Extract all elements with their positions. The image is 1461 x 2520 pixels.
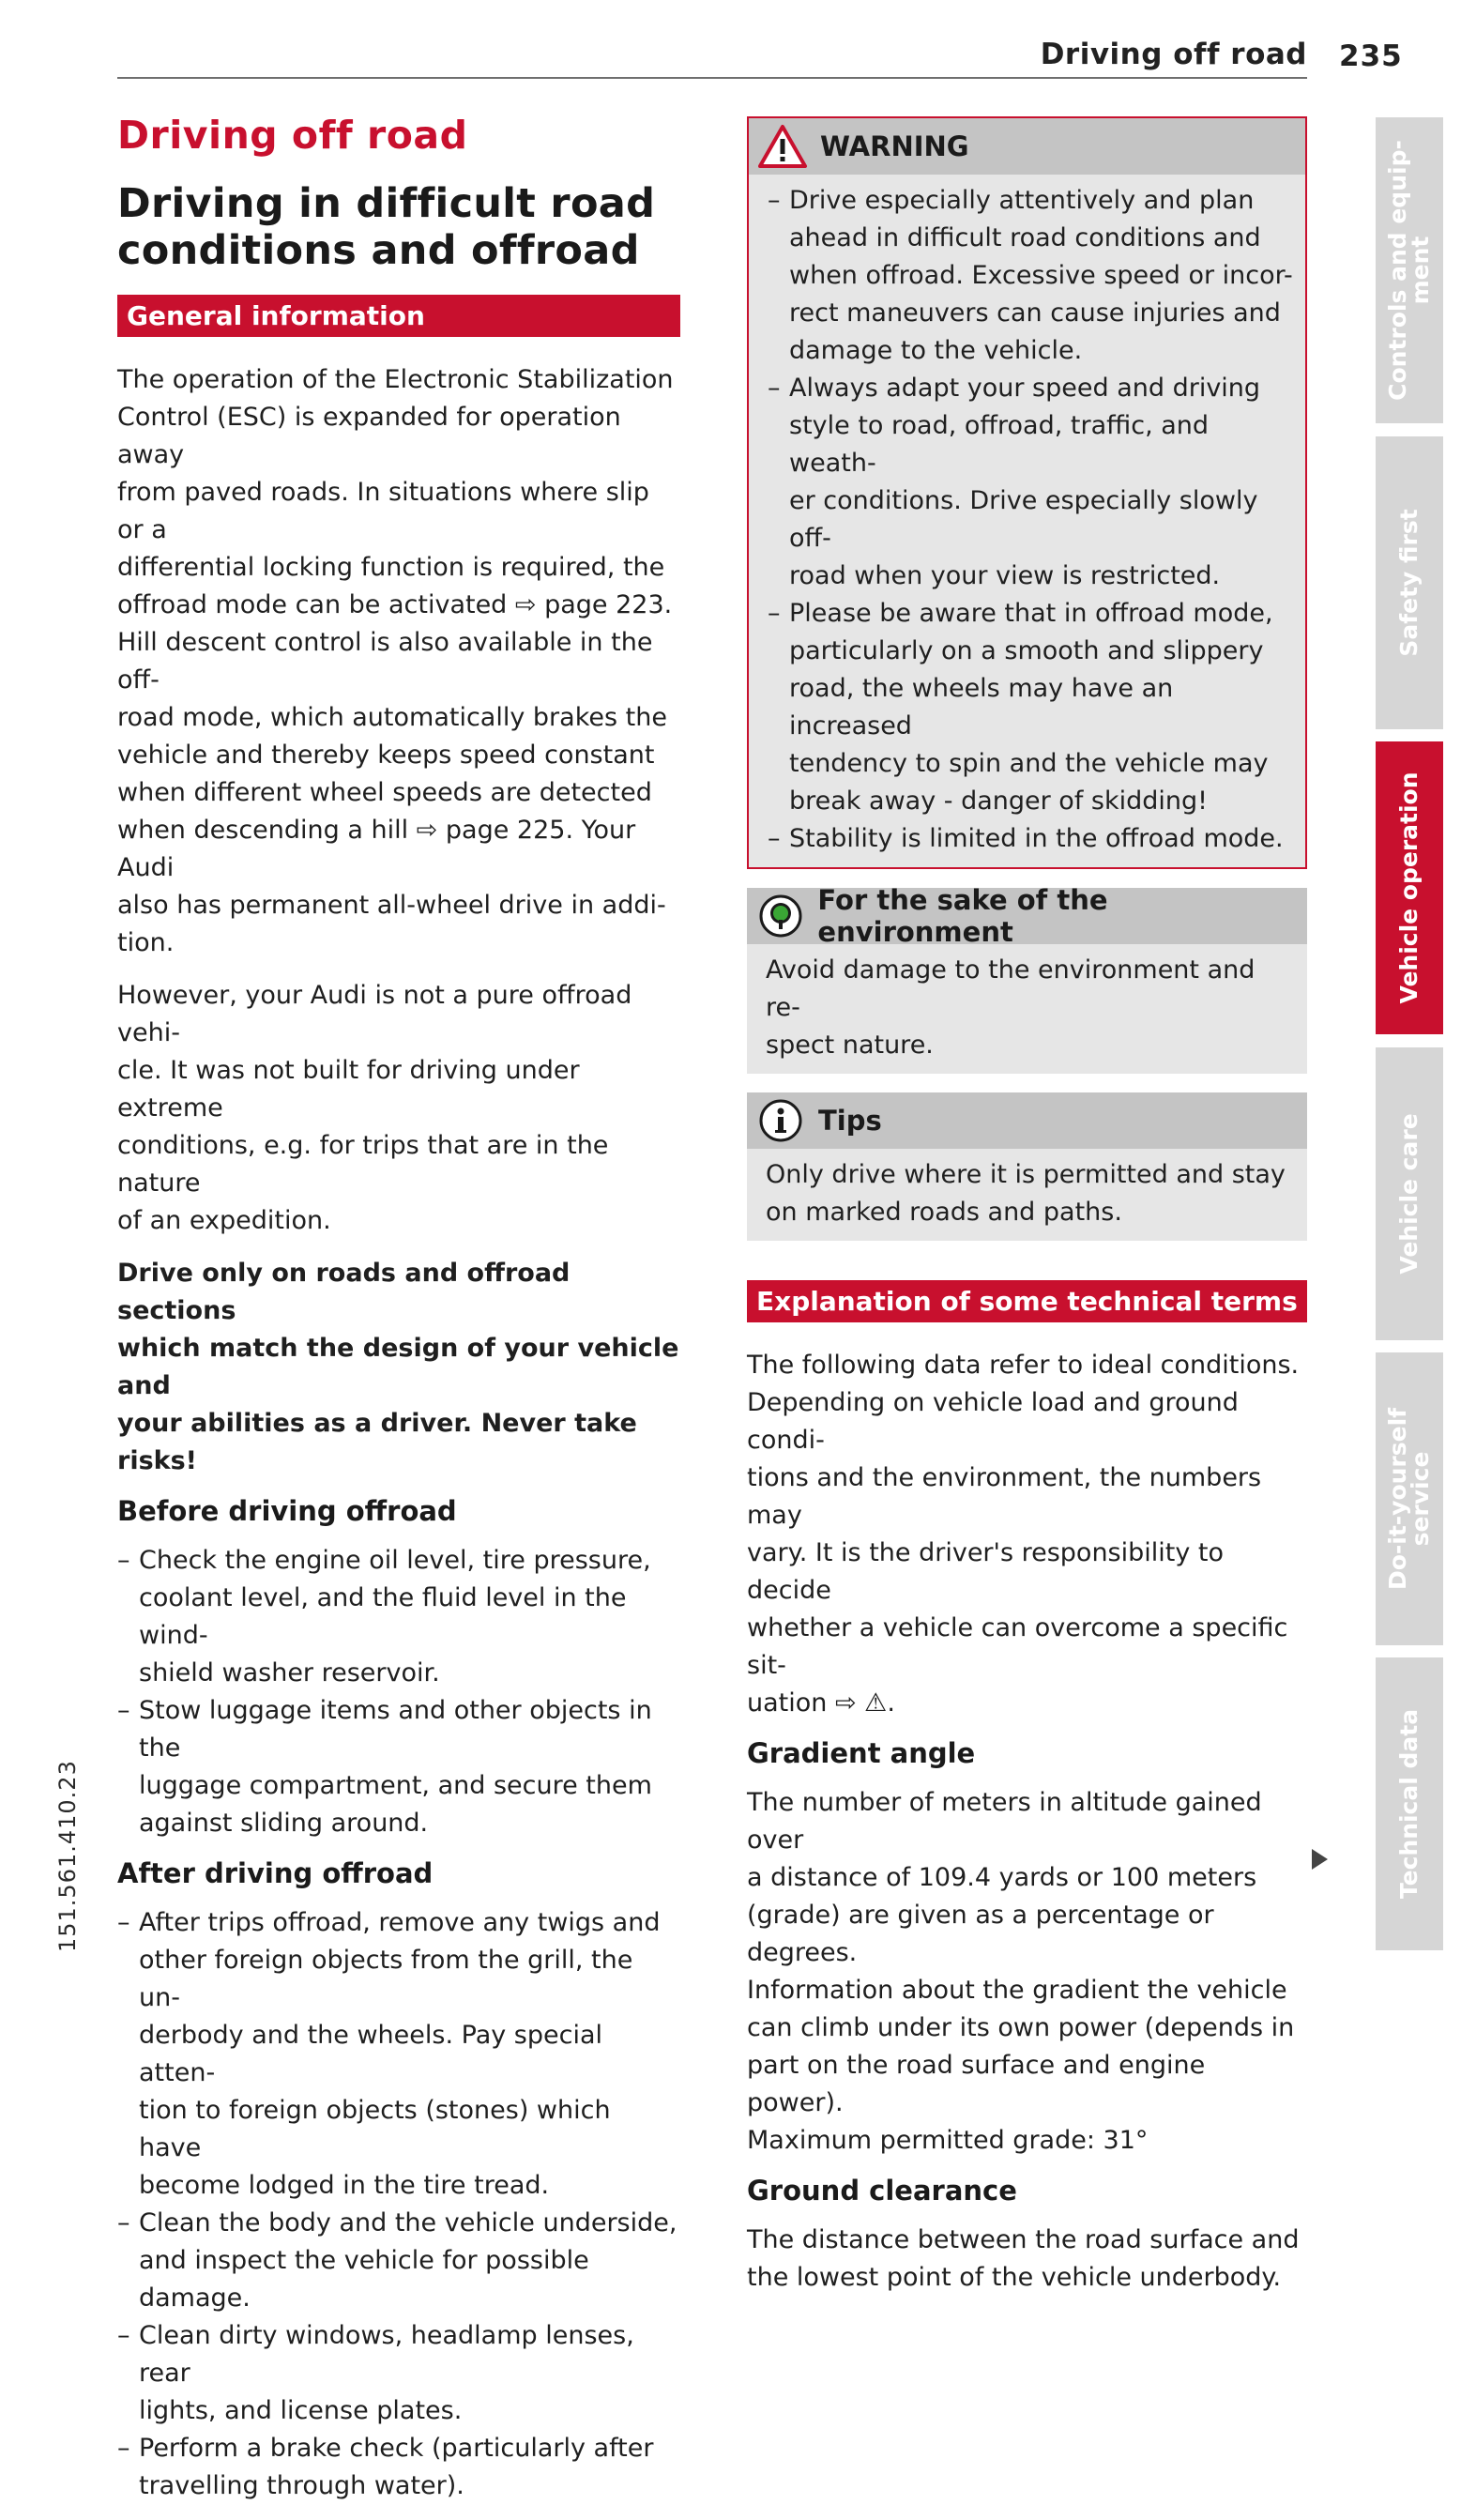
text-line: Information about the gradient the vehicle xyxy=(747,1976,1287,2005)
page-number: 235 xyxy=(1339,39,1403,73)
tab-label: Technical data xyxy=(1395,1708,1423,1900)
text-line: vehicle and thereby keeps speed constant xyxy=(117,741,655,770)
offroad-limit-paragraph xyxy=(117,977,680,1240)
intro-paragraph xyxy=(117,361,680,962)
text-line: – Drive especially attentively and plan xyxy=(789,186,1255,215)
list-item xyxy=(117,1542,680,1692)
text-line: part on the road surface and engine power). xyxy=(747,2051,1206,2117)
text-line: vary. It is the driver's responsibility to decide xyxy=(747,1538,1225,1605)
list-item xyxy=(768,182,1294,370)
clearance-paragraph xyxy=(747,2222,1307,2297)
tab-label: Vehicle operation xyxy=(1395,771,1423,1004)
text-line: tions and the environment, the numbers may xyxy=(747,1463,1262,1530)
gradient-angle-heading: Gradient angle xyxy=(747,1737,976,1769)
text-line: er conditions. Drive especially slowly off- xyxy=(789,486,1258,553)
text-line: differential locking function is required, the xyxy=(117,553,665,582)
info-icon xyxy=(756,1096,805,1145)
tab-label: Vehicle care xyxy=(1395,1113,1423,1275)
text-line: – Perform a brake check (particularly after xyxy=(139,2434,654,2463)
text-line: Depending on vehicle load and ground condi- xyxy=(747,1388,1239,1455)
text-line: can climb under its own power (depends in xyxy=(747,2013,1295,2042)
tips-body xyxy=(747,1149,1307,1241)
text-line: road when your view is restricted. xyxy=(789,561,1221,590)
tree-icon xyxy=(756,892,804,940)
text-line: when different wheel speeds are detected xyxy=(117,778,652,807)
text-line: derbody and the wheels. Pay special atten- xyxy=(139,2021,603,2087)
text-line: The operation of the Electronic Stabilization xyxy=(117,365,674,394)
text-line: from paved roads. In situations where slip or a xyxy=(117,478,649,544)
running-header xyxy=(117,36,1307,79)
warning-title: WARNING xyxy=(820,130,969,162)
text-line: Avoid damage to the environment and re- xyxy=(766,955,1256,1022)
text-line: Hill descent control is also available in the off- xyxy=(117,628,653,695)
warning-triangle-icon xyxy=(758,122,807,171)
text-line: on marked roads and paths. xyxy=(766,1198,1122,1227)
text-line: style to road, offroad, traffic, and weath- xyxy=(789,411,1210,478)
technical-terms-bar: Explanation of some technical terms xyxy=(747,1280,1307,1322)
text-line: break away - danger of skidding! xyxy=(789,787,1208,816)
text-line: spect nature. xyxy=(766,1031,934,1060)
after-driving-list xyxy=(117,1904,680,2505)
gradient-paragraph xyxy=(747,1784,1307,2160)
text-line: – Always adapt your speed and driving xyxy=(789,374,1261,403)
text-line: your abilities as a driver. Never take risks! xyxy=(117,1409,637,1475)
before-driving-list xyxy=(117,1542,680,1842)
before-driving-heading: Before driving offroad xyxy=(117,1495,457,1527)
main-heading-line-2: conditions and offroad xyxy=(117,227,640,274)
text-line: tion. xyxy=(117,928,175,957)
ground-clearance-heading: Ground clearance xyxy=(747,2175,1017,2207)
text-line: against sliding around. xyxy=(139,1809,429,1838)
tips-box xyxy=(747,1092,1307,1241)
warning-list xyxy=(768,182,1294,858)
text-line: other foreign objects from the grill, the un- xyxy=(139,1946,633,2012)
text-line: The distance between the road surface and xyxy=(747,2225,1300,2254)
tips-header xyxy=(747,1092,1307,1149)
text-line: However, your Audi is not a pure offroad vehi- xyxy=(117,981,632,1047)
text-line: when offroad. Excessive speed or incor- xyxy=(789,261,1293,290)
terms-paragraph xyxy=(747,1347,1307,1722)
environment-header xyxy=(747,884,1307,948)
continue-arrow-icon xyxy=(1312,1849,1328,1870)
text-line: The following data refer to ideal conditions. xyxy=(747,1351,1300,1380)
document-code: 151.561.410.23 xyxy=(54,1760,81,1952)
after-driving-heading: After driving offroad xyxy=(117,1857,434,1889)
text-line: also has permanent all-wheel drive in addi- xyxy=(117,891,666,920)
text-line-page-ref[interactable]: offroad mode can be activated ⇨ page 223. xyxy=(117,590,673,619)
text-line: rect maneuvers can cause injuries and xyxy=(789,298,1281,328)
section-title: Driving off road xyxy=(117,113,468,158)
tips-title: Tips xyxy=(818,1105,882,1137)
main-heading-line-1: Driving in difficult road xyxy=(117,180,656,227)
text-line: – Check the engine oil level, tire pressure, xyxy=(139,1546,651,1575)
text-line: of an expedition. xyxy=(117,1206,331,1235)
text-line: Only drive where it is permitted and stay xyxy=(766,1160,1286,1189)
text-line: (grade) are given as a percentage or degrees. xyxy=(747,1901,1214,1967)
text-line: luggage compartment, and secure them xyxy=(139,1771,652,1800)
text-line: the lowest point of the vehicle underbody. xyxy=(747,2263,1282,2292)
text-line: lights, and license plates. xyxy=(139,2396,463,2425)
text-line: cle. It was not built for driving under extreme xyxy=(117,1056,580,1123)
environment-title: For the sake of the environment xyxy=(817,884,1108,948)
right-column xyxy=(747,116,1307,2312)
text-line: conditions, e.g. for trips that are in the nature xyxy=(117,1131,609,1198)
text-line: become lodged in the tire tread. xyxy=(139,2171,550,2200)
text-line-page-ref[interactable]: when descending a hill ⇨ page 225. Your Audi xyxy=(117,816,636,882)
warning-header xyxy=(749,118,1305,175)
text-line: tion to foreign objects (stones) which have xyxy=(139,2096,611,2162)
text-line: – Clean the body and the vehicle underside, xyxy=(139,2208,677,2237)
text-line: – Stow luggage items and other objects in the xyxy=(139,1696,652,1763)
tab-safety-first[interactable] xyxy=(1376,436,1443,729)
text-line: travelling through water). xyxy=(139,2471,464,2500)
left-column xyxy=(117,113,680,2520)
general-information-bar: General information xyxy=(117,295,680,337)
tab-do-it-yourself-service[interactable] xyxy=(1376,1352,1443,1645)
text-line: – Clean dirty windows, headlamp lenses, rear xyxy=(139,2321,634,2388)
text-line: Maximum permitted grade: 31° xyxy=(747,2126,1149,2155)
text-line: Drive only on roads and offroad sections xyxy=(117,1259,571,1325)
list-item xyxy=(768,370,1294,595)
tab-technical-data[interactable] xyxy=(1376,1657,1443,1950)
text-line: whether a vehicle can overcome a specific sit- xyxy=(747,1613,1288,1680)
text-line: – After trips offroad, remove any twigs and xyxy=(139,1908,661,1937)
text-line: Control (ESC) is expanded for operation away xyxy=(117,403,621,469)
text-line: and inspect the vehicle for possible damage. xyxy=(139,2246,589,2313)
list-item xyxy=(117,2430,680,2505)
list-item xyxy=(768,820,1294,858)
main-heading xyxy=(117,180,680,274)
text-line: road, the wheels may have an increased xyxy=(789,674,1174,741)
text-line-warning-ref[interactable]: uation ⇨ ⚠. xyxy=(747,1688,895,1718)
tips-text xyxy=(766,1156,1296,1231)
text-line: shield washer reservoir. xyxy=(139,1658,440,1688)
text-line: a distance of 109.4 yards or 100 meters xyxy=(747,1863,1257,1892)
warning-body xyxy=(749,175,1305,867)
list-item xyxy=(117,2317,680,2430)
risk-statement xyxy=(117,1255,680,1480)
list-item xyxy=(117,2205,680,2317)
running-header-title: Driving off road xyxy=(1040,38,1307,71)
tab-controls-and-equipment[interactable] xyxy=(1376,117,1443,423)
warning-box xyxy=(747,116,1307,869)
environment-box xyxy=(747,884,1307,1074)
tab-vehicle-care[interactable] xyxy=(1376,1047,1443,1340)
text-line: – Please be aware that in offroad mode, xyxy=(789,599,1273,628)
tab-label: Controls and equip- ment xyxy=(1384,140,1434,401)
text-line: damage to the vehicle. xyxy=(789,336,1083,365)
environment-body xyxy=(747,944,1307,1074)
text-line: particularly on a smooth and slippery xyxy=(789,636,1264,665)
environment-text xyxy=(766,952,1296,1064)
text-line: which match the design of your vehicle and xyxy=(117,1334,679,1400)
text-line: coolant level, and the fluid level in the wind- xyxy=(139,1583,627,1650)
text-line: – Stability is limited in the offroad mode. xyxy=(789,824,1284,853)
list-item xyxy=(117,1904,680,2205)
tab-vehicle-operation[interactable] xyxy=(1376,741,1443,1034)
text-line: The number of meters in altitude gained over xyxy=(747,1788,1262,1855)
tab-label: Safety first xyxy=(1395,509,1423,657)
text-line: road mode, which automatically brakes the xyxy=(117,703,667,732)
text-line: ahead in difficult road conditions and xyxy=(789,223,1261,252)
tab-label: Do-it-yourself service xyxy=(1384,1407,1434,1591)
list-item xyxy=(768,595,1294,820)
text-line: tendency to spin and the vehicle may xyxy=(789,749,1269,778)
list-item xyxy=(117,1692,680,1842)
